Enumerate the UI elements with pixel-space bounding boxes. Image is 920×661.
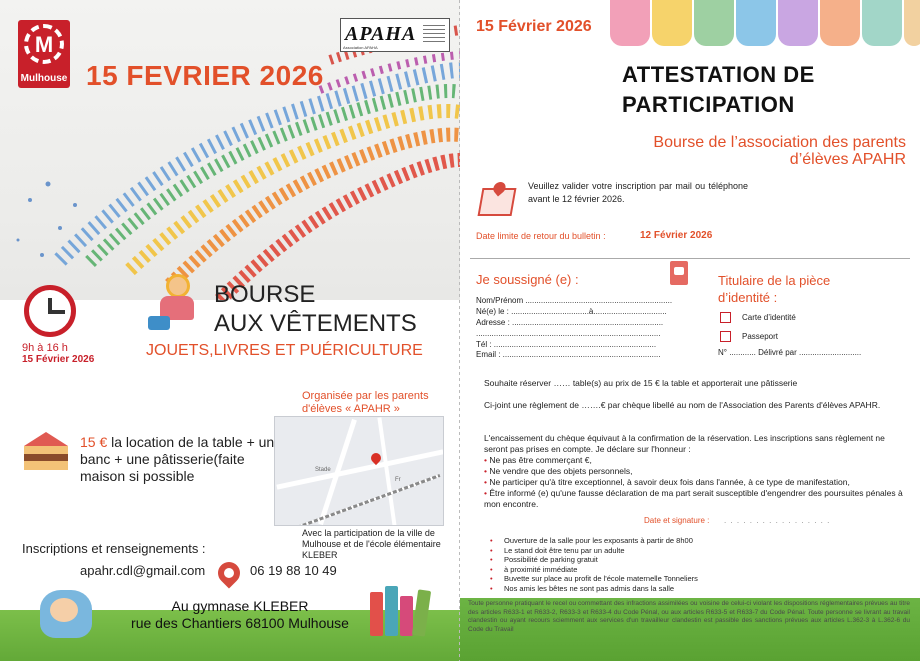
partner-text: Avec la participation de la ville de Mulhouse et de l'école élémentaire KLEBER [302, 528, 441, 560]
attestation-subtitle [610, 134, 906, 168]
venue-address [130, 598, 350, 632]
price-value: 15 € [80, 434, 108, 450]
rule-item: • à proximité immédiate [486, 565, 786, 575]
venue-street: rue des Chantiers 68100 Mulhouse [131, 615, 349, 631]
name-field[interactable]: Nom/Prénom .................................................................. [476, 296, 673, 305]
declarations-list [484, 455, 904, 510]
event-subtitle: JOUETS,LIVRES ET PUÉRICULTURE [146, 342, 423, 359]
id-card-label: Carte d’identité [742, 313, 796, 322]
attestation-subtitle-line2: d’élèves APAHR [789, 151, 906, 168]
mulhouse-logo [18, 20, 70, 88]
apaha-logo-sub: Association APAHA [343, 45, 378, 50]
event-hours-date: 15 Février 2026 [22, 354, 95, 365]
validation-note: Veuillez valider votre inscription par mail ou téléphone avant le 12 février 2026. [528, 181, 748, 204]
contact-phone[interactable]: 06 19 88 10 49 [250, 563, 337, 578]
titulaire-heading [718, 272, 830, 306]
soussigne-heading: Je soussigné (e) : [476, 272, 579, 287]
rule-item: • Buvette sur place au profit de l'école maternelle Tonneliers [486, 574, 786, 584]
rule-item: • Possibilité de parking gratuit [486, 555, 786, 565]
cake-icon [24, 432, 68, 472]
id-number-field[interactable]: N° ............ Délivré par ............................ [718, 348, 862, 357]
inscriptions-heading: Inscriptions et renseignements : [22, 541, 206, 556]
attestation-title-line1: ATTESTATION DE [622, 62, 815, 87]
email-field[interactable]: Email : ....................................................................... [476, 350, 661, 359]
attestation-panel [460, 0, 920, 661]
titulaire-line1: Titulaire de la pièce [718, 273, 831, 288]
deadline-label: Date limite de retour du bulletin : [476, 231, 606, 241]
attestation-title [622, 60, 920, 120]
declaration-item: • Être informé (e) qu'une fausse déclaration de ma part serait susceptible d'engendrer des poursuites pénales à mon encontre. [484, 488, 903, 509]
address-field[interactable]: Adresse : .................................................................... [476, 318, 664, 327]
address-line2-field[interactable]: ................................................................................... [476, 329, 661, 338]
payment-text: Ci-joint une règlement de …….€ par chèque libellé au nom de l'Association des Parents d'élèves APAHR. [484, 400, 881, 410]
passport-label: Passeport [742, 332, 779, 341]
titulaire-line2: d’identité : [718, 290, 778, 305]
birth-field[interactable]: Né(e) le : ...................................à................................. [476, 307, 667, 316]
venue-name: Au gymnase KLEBER [171, 598, 309, 614]
signature-label: Date et signature : [644, 516, 710, 525]
rule-item: • Nos amis les bêtes ne sont pas admis dans la salle [486, 584, 786, 594]
legal-notice: Toute personne pratiquant le recel ou commettant des infractions assimilées ou voisine de celui-ci violant les dispositions réglementaires prévues au titre des articles R633-1 et R633-2, R633-3 et R633-4 du Code Pénal, ou aux articles R633-5 et R633-7 du Code Pénal. Toute personne se livrant au travail clandestin ou ayant recours sciemment aux services d'un travailleur clandestin est passible des sanctions prévues aux articles L.362-3 à L.362-6 du Code du Travail [468, 600, 910, 633]
declaration-item: • Ne pas être commerçant €, [484, 455, 592, 465]
event-title-line2: AUX VÊTEMENTS [214, 310, 417, 337]
attestation-title-line2: PARTICIPATION [622, 92, 795, 117]
confirmation-text: L'encaissement du chèque équivaut à la confirmation de la réservation. Les inscriptions sans règlement ne seront pas prises en compte. Je déclare sur l'honneur : [484, 433, 885, 454]
section-divider [470, 258, 910, 259]
passport-checkbox[interactable] [720, 331, 731, 342]
event-title-line1: BOURSE [214, 281, 316, 308]
event-hours: 9h à 16 h [22, 342, 68, 354]
location-pin-icon [213, 557, 244, 588]
organized-by: Organisée par les parents d'élèves « APAHR » [302, 390, 429, 415]
event-date-headline: 15 FEVRIER 2026 [86, 60, 324, 91]
apaha-logo [340, 18, 450, 52]
reservation-text: Souhaite réserver …… table(s) au prix de 15 € la table et apporterait une pâtisserie [484, 378, 798, 388]
attestation-date: 15 Février 2026 [476, 18, 592, 35]
attestation-subtitle-line1: Bourse de l’association des parents [653, 134, 906, 151]
rule-item: • Ouverture de la salle pour les exposants à partir de 8h00 [486, 536, 786, 546]
declaration-item: • Ne participer qu'à titre exceptionnel, à savoir deux fois dans l'année, à ce type de manifestation, [484, 477, 850, 487]
logo-letter: M [34, 32, 54, 57]
hero-image [0, 0, 460, 300]
logo-lines-icon [423, 25, 445, 43]
books-icon [370, 586, 440, 636]
clock-icon [24, 285, 76, 337]
id-card-checkbox[interactable] [720, 312, 731, 323]
rule-item: • Le stand doit être tenu par un adulte [486, 546, 786, 556]
logo-city: Mulhouse [20, 73, 68, 84]
rules-list [486, 536, 786, 593]
apaha-logo-text: APAHA [345, 23, 417, 45]
location-map: Stade Fr [274, 416, 444, 526]
map-location-icon [478, 188, 517, 216]
price-description: la location de la table + un banc + une pâtisserie(faite maison si possible [80, 434, 275, 484]
deadline-value: 12 Février 2026 [640, 230, 713, 241]
signature-field[interactable]: . . . . . . . . . . . . . . . . . [724, 516, 831, 525]
phone-field[interactable]: Tél : ......................................................................... [476, 340, 657, 349]
doll-toy-icon [152, 272, 202, 334]
id-badge-icon [670, 261, 688, 285]
table-price-text [80, 434, 276, 485]
event-title [214, 280, 417, 338]
declaration-item: • Ne vendre que des objets personnels, [484, 466, 633, 476]
contact-email[interactable]: apahr.cdl@gmail.com [80, 563, 206, 578]
baby-icon [40, 590, 92, 638]
